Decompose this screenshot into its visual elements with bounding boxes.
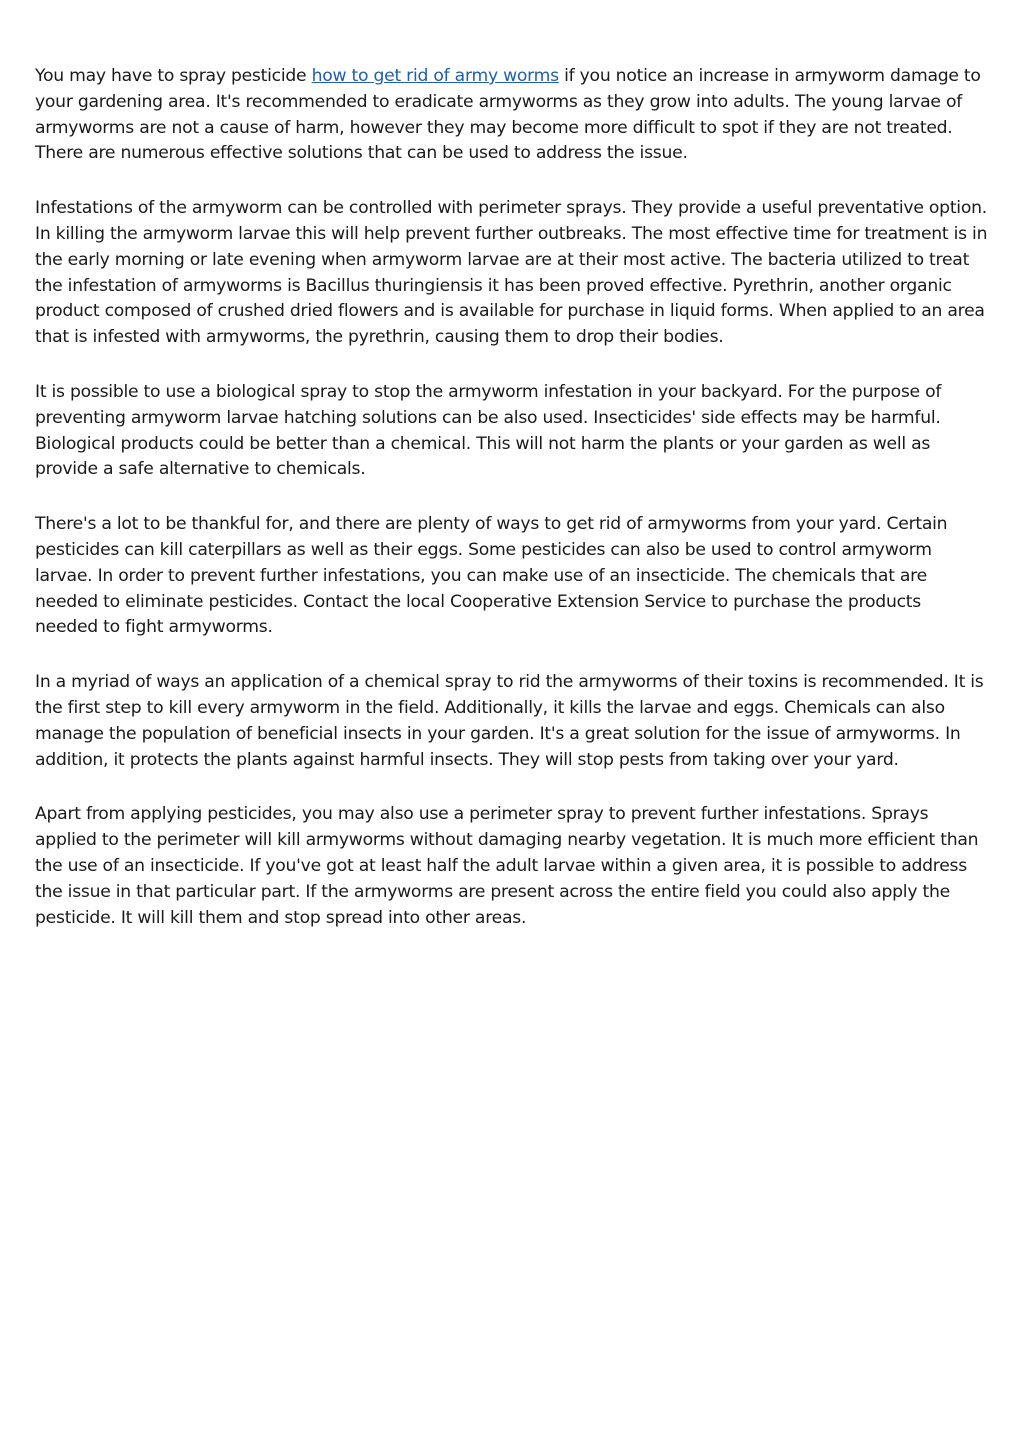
paragraph-3: It is possible to use a biological spray to stop the armyworm infestation in your backyard. For the purpose of preventing armyworm larvae hatching solutions can be also used. Insecticides' side effects may be harmful. Biological products could be better than a chemical. This will not harm the plants or your garden as well as provide a safe alternative to chemicals. bbox=[35, 381, 942, 480]
paragraph-4: There's a lot to be thankful for, and there are plenty of ways to get rid of armyworms from your yard. Certain pesticides can kill caterpillars as well as their eggs. Some pesticides can also be used to control armyworm larvae. In order to prevent further infestations, you can make use of an insecticide. The chemicals that are needed to eliminate pesticides. Contact the local Cooperative Extension Service to purchase the products needed to fight armyworms. bbox=[35, 514, 948, 638]
document-body bbox=[35, 64, 989, 960]
army-worms-link[interactable]: how to get rid of army worms bbox=[311, 66, 559, 86]
paragraph-1-text-start: You may have to spray pesticide bbox=[35, 66, 312, 86]
paragraph-6: Apart from applying pesticides, you may also use a perimeter spray to prevent further infestations. Sprays applied to the perimeter will kill armyworms without damaging nearby vegetation. It is much more efficient than the use of an insecticide. If you've got at least half the adult larvae within a given area, it is possible to address the issue in that particular part. If the armyworms are present across the entire field you could also apply the pesticide. It will kill them and stop spread into other areas. bbox=[35, 804, 979, 928]
paragraph-1-text-end: if you notice an increase in armyworm damage to your gardening area. It's recommended to eradicate armyworms as they grow into adults. The young larvae of armyworms are not a cause of harm, however they may become more difficult to spot if they are not treated. There are numerous effective solutions that can be used to address the issue. bbox=[35, 66, 981, 164]
paragraph-1 bbox=[35, 64, 989, 167]
paragraph-2: Infestations of the armyworm can be controlled with perimeter sprays. They provide a useful preventative option. In killing the armyworm larvae this will help prevent further outbreaks. The most effective time for treatment is in the early morning or late evening when armyworm larvae are at their most active. The bacteria utilized to treat the infestation of armyworms is Bacillus thuringiensis it has been proved effective. Pyrethrin, another organic product composed of crushed dried flowers and is available for purchase in liquid forms. When applied to an area that is infested with armyworms, the pyrethrin, causing them to drop their bodies. bbox=[35, 198, 988, 348]
paragraph-5: In a myriad of ways an application of a chemical spray to rid the armyworms of their toxins is recommended. It is the first step to kill every armyworm in the field. Additionally, it kills the larvae and eggs. Chemicals can also manage the population of beneficial insects in your garden. It's a great solution for the issue of armyworms. In addition, it protects the plants against harmful insects. They will stop pests from taking over your yard. bbox=[35, 672, 984, 770]
